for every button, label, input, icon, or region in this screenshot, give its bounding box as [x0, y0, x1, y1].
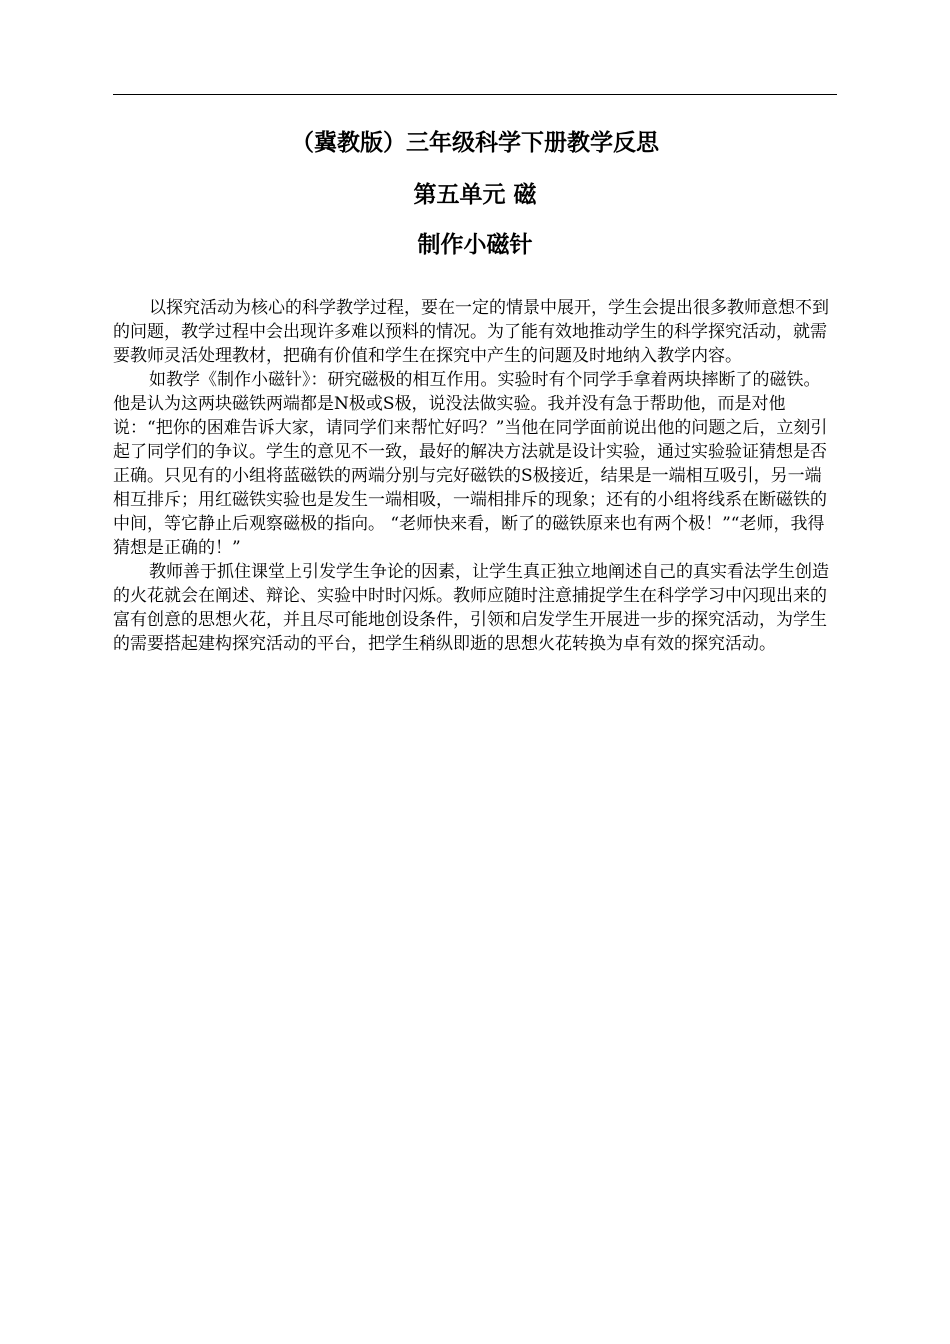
document-title: （冀教版）三年级科学下册教学反思 — [291, 130, 659, 156]
unit-title: 第五单元 磁 — [413, 182, 537, 208]
paragraph-1: 以探究活动为核心的科学教学过程，要在一定的情景中展开，学生会提出很多教师意想不到的问题，教学过程中会出现许多难以预料的情况。为了能有效地推动学生的科学探究活动，就需要教师灵活处理教材，把确有价值和学生在探究中产生的问题及时地纳入教学内容。 — [113, 298, 829, 366]
title-block — [113, 128, 837, 260]
paragraph-3: 教师善于抓住课堂上引发学生争论的因素，让学生真正独立地阐述自己的真实看法学生创造的火花就会在阐述、辩论、实验中时时闪烁。教师应随时注意捕捉学生在科学学习中闪现出来的富有创意的思想火花，并且尽可能地创设条件，引领和启发学生开展进一步的探究活动，为学生的需要搭起建构探究活动的平台，把学生稍纵即逝的思想火花转换为卓有效的探究活动。 — [113, 562, 829, 654]
header-rule — [113, 94, 837, 95]
body-text — [113, 296, 837, 656]
paragraph-2: 如教学《制作小磁针》：研究磁极的相互作用。实验时有个同学手拿着两块摔断了的磁铁。他是认为这两块磁铁两端都是N极或S极，说没法做实验。我并没有急于帮助他，而是对他说：“把你的困难告诉大家，请同学们来帮忙好吗？”当他在同学面前说出他的问题之后，立刻引起了同学们的争议。学生的意见不一致，最好的解决方法就是设计实验，通过实验验证猜想是否正确。只见有的小组将蓝磁铁的两端分别与完好磁铁的S极接近，结果是一端相互吸引，另一端相互排斥；用红磁铁实验也是发生一端相吸，一端相排斥的现象；还有的小组将线系在断磁铁的中间，等它静止后观察磁极的指向。 “老师快来看，断了的磁铁原来也有两个极！”“老师，我得猜想是正确的！” — [113, 370, 828, 558]
lesson-title: 制作小磁针 — [417, 232, 533, 258]
